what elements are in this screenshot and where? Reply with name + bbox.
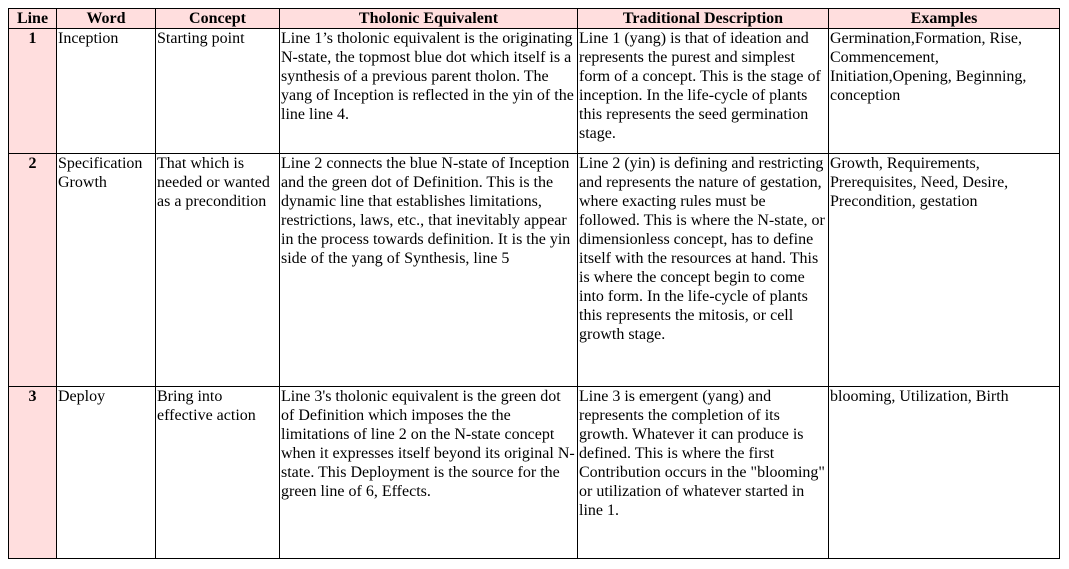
header-traditional-description: Traditional Description — [578, 9, 829, 29]
examples-cell: blooming, Utilization, Birth — [829, 387, 1060, 559]
tholonic-cell: Line 1’s tholonic equivalent is the originating N-state, the topmost blue dot which itself is a synthesis of a previous parent tholon. The yang of Inception is reflected in the yin of the line line 4. — [280, 29, 578, 154]
header-examples: Examples — [829, 9, 1060, 29]
traditional-cell: Line 3 is emergent (yang) and represents the completion of its growth. Whatever it can produce is defined. This is where the first Contribution occurs in the "blooming" or utilization of whatever started in line 1. — [578, 387, 829, 559]
header-word: Word — [57, 9, 156, 29]
line-number-cell: 1 — [9, 29, 57, 154]
concept-cell: Bring into effective action — [156, 387, 280, 559]
concept-cell: Starting point — [156, 29, 280, 154]
concept-cell: That which is needed or wanted as a precondition — [156, 154, 280, 387]
header-row — [9, 9, 1060, 29]
table-row — [9, 387, 1060, 559]
examples-cell: Germination,Formation, Rise, Commencement, Initiation,Opening, Beginning, conception — [829, 29, 1060, 154]
word-cell: Specification Growth — [57, 154, 156, 387]
examples-cell: Growth, Requirements, Prerequisites, Need, Desire, Precondition, gestation — [829, 154, 1060, 387]
word-cell: Inception — [57, 29, 156, 154]
header-concept: Concept — [156, 9, 280, 29]
line-number-cell: 3 — [9, 387, 57, 559]
header-tholonic-equivalent: Tholonic Equivalent — [280, 9, 578, 29]
word-cell: Deploy — [57, 387, 156, 559]
table-row — [9, 154, 1060, 387]
line-number-cell: 2 — [9, 154, 57, 387]
traditional-cell: Line 2 (yin) is defining and restricting and represents the nature of gestation, where exacting rules must be followed. This is where the N-state, or dimensionless concept, has to define itself with the resources at hand. This is where the concept begin to come into form. In the life-cycle of plants this represents the mitosis, or cell growth stage. — [578, 154, 829, 387]
header-line: Line — [9, 9, 57, 29]
tholonic-lines-table — [8, 8, 1060, 559]
table-row — [9, 29, 1060, 154]
tholonic-cell: Line 3's tholonic equivalent is the green dot of Definition which imposes the the limitations of line 2 on the N-state concept when it expresses itself beyond its original N-state. This Deployment is the source for the green line of 6, Effects. — [280, 387, 578, 559]
tholonic-cell: Line 2 connects the blue N-state of Inception and the green dot of Definition. This is the dynamic line that establishes limitations, restrictions, laws, etc., that inevitably appear in the process towards definition. It is the yin side of the yang of Synthesis, line 5 — [280, 154, 578, 387]
traditional-cell: Line 1 (yang) is that of ideation and represents the purest and simplest form of a concept. This is the stage of inception. In the life-cycle of plants this represents the seed germination stage. — [578, 29, 829, 154]
